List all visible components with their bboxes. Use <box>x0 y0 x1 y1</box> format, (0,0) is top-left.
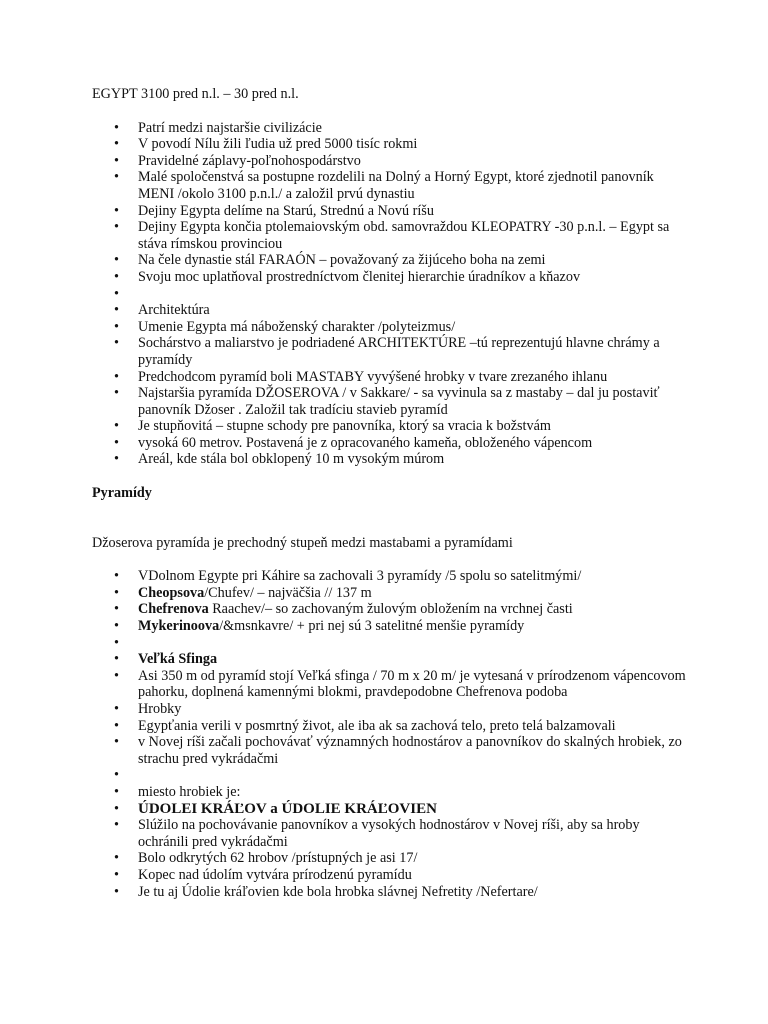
list-item: • Slúžilo na pochovávanie panovníkov a vysokých hodnostárov v Novej ríši, aby sa hroby ochránili pred vykrádačmi <box>92 817 692 850</box>
list-item: • Egypťania verili v posmrtný život, ale iba ak sa zachová telo, preto telá balzamovali <box>92 718 692 735</box>
list-item: • VDolnom Egypte pri Káhire sa zachovali 3 pyramídy /5 spolu so satelitmými/ <box>92 568 692 585</box>
list-item: • Malé spoločenstvá sa postupne rozdelili na Dolný a Horný Egypt, ktoré zjednotil panovník MENI /okolo 3100 p.n.l./ a založil prvú dynastiu <box>92 169 692 202</box>
list-item: • Predchodcom pyramíd boli MASTABY vyvýšené hrobky v tvare zrezaného ihlanu <box>92 369 692 386</box>
list-item-mykerin <box>92 618 692 635</box>
chefren-text: Raachev/– so zachovaným žulovým obložením na vrchnej časti <box>208 601 573 618</box>
document-page <box>92 86 692 900</box>
list-item: • Sochárstvo a maliarstvo je podriadené ARCHITEKTÚRE –tú reprezentujú hlavne chrámy a pyramídy <box>92 335 692 368</box>
paragraph-dzoser: Džoserova pyramída je prechodný stupeň medzi mastabami a pyramídami <box>92 534 513 551</box>
list-item: • Dejiny Egypta delíme na Starú, Strednú a Novú ríšu <box>92 203 692 220</box>
mykerin-text: /&msnkavre/ + pri nej sú 3 satelitné menšie pyramídy <box>219 618 525 635</box>
list-item: • miesto hrobiek je: <box>92 784 692 801</box>
list-item: • vysoká 60 metrov. Postavená je z opracovaného kameňa, obloženého vápencom <box>92 435 692 452</box>
list-item: • Na čele dynastie stál FARAÓN – považovaný za žijúceho boha na zemi <box>92 252 692 269</box>
list-item-cheops <box>92 585 692 602</box>
mykerin-label: Mykerinoova <box>138 618 220 635</box>
sfinga-label: Veľká Sfinga <box>138 651 218 668</box>
section-heading-pyramidy: Pyramídy <box>92 485 152 502</box>
list-item: • Bolo odkrytých 62 hrobov /prístupných je asi 17/ <box>92 850 692 867</box>
list-item-empty <box>92 635 692 652</box>
cheops-label: Cheopsova <box>138 584 205 601</box>
list-item: • Pravidelné záplavy-poľnohospodárstvo <box>92 153 692 170</box>
cheops-text: /Chufev/ – najväčšia // 137 m <box>204 584 372 601</box>
list-item: • Areál, kde stála bol obklopený 10 m vysokým múrom <box>92 451 692 468</box>
list-item-udolie <box>92 801 692 818</box>
list-item: • Patrí medzi najstaršie civilizácie <box>92 120 692 137</box>
list-item-empty <box>92 767 692 784</box>
document-title: EGYPT 3100 pred n.l. – 30 pred n.l. <box>92 86 299 102</box>
chefren-label: Chefrenova <box>138 601 209 618</box>
list-item: • V povodí Nílu žili ľudia už pred 5000 tisíc rokmi <box>92 136 692 153</box>
list-item: • Svoju moc uplatňoval prostredníctvom členitej hierarchie úradníkov a kňazov <box>92 269 692 286</box>
list-item: • Najstaršia pyramída DŽOSEROVA / v Sakkare/ - sa vyvinula sa z mastaby – dal ju postaviť panovník Džoser . Založil tak tradíciu stavieb pyramíd <box>92 385 692 418</box>
list-item: • Je stupňovitá – stupne schody pre panovníka, ktorý sa vracia k božstvám <box>92 418 692 435</box>
list-item-empty <box>92 286 692 303</box>
bullet-list-pyramidy <box>92 568 692 900</box>
bullet-list-egypt <box>92 120 692 468</box>
list-item: • Asi 350 m od pyramíd stojí Veľká sfinga / 70 m x 20 m/ je vytesaná v prírodzenom vápencovom pahorku, doplnená kamennými blokmi, pravdepodobne Chefrenova podoba <box>92 668 692 701</box>
udolie-label: ÚDOLEI KRÁĽOV a ÚDOLIE KRÁĽOVIEN <box>138 800 437 817</box>
list-item-chefren <box>92 601 692 618</box>
list-item: • v Novej ríši začali pochovávať významných hodnostárov a panovníkov do skalných hrobiek, zo strachu pred vykrádačmi <box>92 734 692 767</box>
list-item: • Architektúra <box>92 302 692 319</box>
list-item-sfinga <box>92 651 692 668</box>
list-item: • Dejiny Egypta končia ptolemaiovským obd. samovraždou KLEOPATRY -30 p.n.l. – Egypt sa stáva rímskou provinciou <box>92 219 692 252</box>
list-item: • Umenie Egypta má náboženský charakter /polyteizmus/ <box>92 319 692 336</box>
list-item: • Hrobky <box>92 701 692 718</box>
list-item: • Kopec nad údolím vytvára prírodzenú pyramídu <box>92 867 692 884</box>
list-item: • Je tu aj Údolie kráľovien kde bola hrobka slávnej Nefretity /Nefertare/ <box>92 884 692 901</box>
